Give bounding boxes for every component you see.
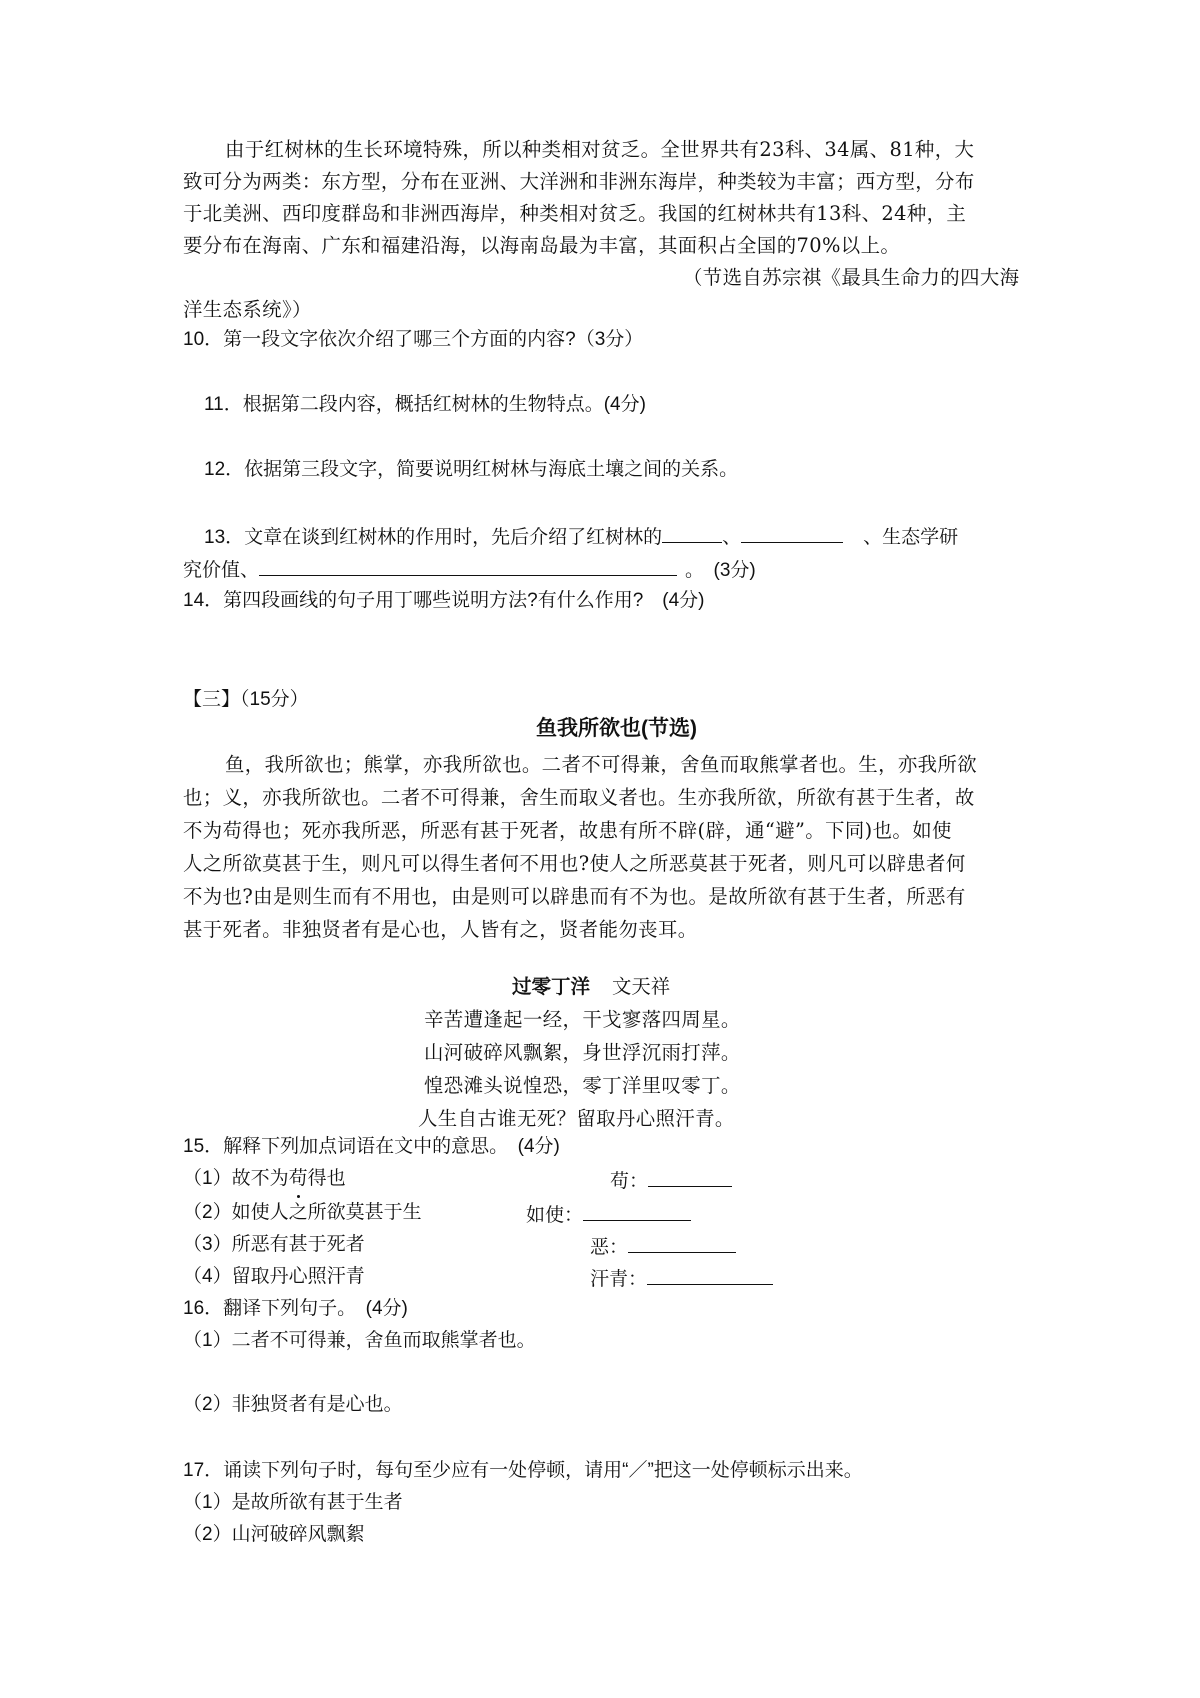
question-13-text-b: 、 [722, 527, 742, 548]
q15-item-4-answer [590, 1264, 773, 1293]
poem-line-3: 惶恐滩头说惶恐，零丁洋里叹零丁。 [424, 1074, 741, 1097]
answer-blank-13-3[interactable] [259, 555, 677, 576]
question-12: 12．依据第三段文字，简要说明红树林与海底土壤之间的关系。 [204, 459, 739, 480]
question-10: 10．第一段文字依次介绍了哪三个方面的内容?（3分） [183, 329, 644, 350]
question-17: 17．诵读下列句子时，每句至少应有一处停顿，请用“／”把这一处停顿标示出来。 [183, 1460, 863, 1481]
poem-author: 文天祥 [612, 975, 671, 998]
q15-item-2-label: 如使： [526, 1205, 584, 1226]
passage1-source-line-2: 洋生态系统》） [183, 298, 312, 321]
question-11: 11．根据第二段内容，概括红树林的生物特点。(4分) [204, 394, 646, 415]
q15-item-3-answer [590, 1232, 736, 1261]
q15-item-3: （3）所恶有甚于死者 [183, 1234, 365, 1255]
question-14: 14．第四段画线的句子用丁哪些说明方法?有什么作用? (4分) [183, 590, 705, 611]
poem-heading [512, 974, 670, 1001]
answer-blank-13-2[interactable] [741, 522, 843, 543]
q15-item-4: （4）留取丹心照汗青 [183, 1266, 365, 1287]
classical-text-line-2: 也；义，亦我所欲也。二者不可得兼，舍生而取义者也。生亦我所欲，所欲有甚于生者，故 [183, 786, 975, 809]
answer-blank-15-4[interactable] [647, 1264, 773, 1285]
passage1-line-4: 要分布在海南、广东和福建沿海，以海南岛最为丰富，其面积占全国的70%以上。 [183, 234, 901, 257]
q17-item-1: （1）是故所欲有甚于生者 [183, 1492, 403, 1513]
poem-line-2: 山河破碎风飘絮，身世浮沉雨打萍。 [424, 1041, 741, 1064]
q15-item-1-answer [610, 1166, 732, 1195]
poem-line-4: 人生自古谁无死？留取丹心照汗青。 [418, 1107, 735, 1130]
poem-line-1: 辛苦遭逢起一经，干戈寥落四周星。 [424, 1008, 741, 1031]
q16-item-1: （1）二者不可得兼，舍鱼而取熊掌者也。 [183, 1330, 536, 1351]
q15-item-4-label: 汗青： [590, 1269, 648, 1290]
emphasis-dot [297, 1195, 300, 1198]
q15-item-2: （2）如使人之所欲莫甚于生 [183, 1202, 422, 1223]
passage1-line-3: 于北美洲、西印度群岛和非洲西海岸，种类相对贫乏。我国的红树林共有13科、24种，主 [183, 202, 967, 225]
passage1-source-line-1: （节选自苏宗祺《最具生命力的四大海 [683, 266, 1020, 289]
classical-text-line-5: 不为也?由是则生而有不用也，由是则可以辟患而有不为也。是故所欲有甚于生者，所恶有 [183, 885, 966, 908]
classical-text-line-3: 不为苟得也；死亦我所恶，所恶有甚于死者，故患有所不辟(辟，通“避”。下同)也。如使 [183, 819, 952, 842]
answer-blank-15-2[interactable] [583, 1200, 691, 1221]
q15-item-1-label: 苟： [610, 1171, 649, 1192]
classical-text-line-4: 人之所欲莫甚于生，则凡可以得生者何不用也?使人之所恶莫甚于死者，则凡可以辟患者何 [183, 852, 966, 875]
question-15: 15．解释下列加点词语在文中的意思。 (4分) [183, 1136, 560, 1157]
section-3-header: 【三】（15分） [183, 689, 309, 710]
q15-item-1-text-after: 得也 [307, 1168, 346, 1189]
answer-blank-15-1[interactable] [648, 1166, 732, 1187]
answer-blank-15-3[interactable] [628, 1232, 736, 1253]
question-13-text-a: 13．文章在谈到红树林的作用时，先后介绍了红树林的 [204, 527, 663, 548]
q17-item-2: （2）山河破碎风飘絮 [183, 1524, 365, 1545]
q15-item-1 [183, 1166, 346, 1192]
question-13-text-c: 、生态学研 [863, 527, 959, 548]
question-13-text-e: 。 (3分) [685, 560, 756, 581]
q15-item-3-label: 恶： [590, 1237, 629, 1258]
q15-item-2-answer [526, 1200, 691, 1229]
classical-text-line-1: 鱼，我所欲也；熊掌，亦我所欲也。二者不可得兼，舍鱼而取熊掌者也。生，亦我所欲 [225, 753, 978, 776]
answer-blank-13-1[interactable] [662, 522, 722, 543]
classical-text-line-6: 甚于死者。非独贤者有是心也，人皆有之，贤者能勿丧耳。 [183, 918, 698, 941]
dotted-char: 苟 [288, 1168, 308, 1189]
q16-item-2: （2）非独贤者有是心也。 [183, 1394, 403, 1415]
passage1-line-2: 致可分为两类：东方型，分布在亚洲、大洋洲和非洲东海岸，种类较为丰富；西方型，分布 [183, 170, 975, 193]
passage1-line-1: 由于红树林的生长环境特殊，所以种类相对贫乏。全世界共有23科、34属、81种，大 [225, 138, 975, 161]
dotted-word [289, 1166, 308, 1192]
poem-title: 过零丁洋 [512, 976, 591, 998]
text-title: 鱼我所欲也(节选) [536, 717, 697, 740]
question-13-line-1 [204, 522, 958, 551]
question-13-text-d: 究价值、 [183, 560, 260, 581]
q15-item-1-text-before: （1）故不为 [183, 1168, 289, 1189]
question-16: 16．翻译下列句子。 (4分) [183, 1298, 408, 1319]
question-13-line-2 [183, 555, 756, 584]
